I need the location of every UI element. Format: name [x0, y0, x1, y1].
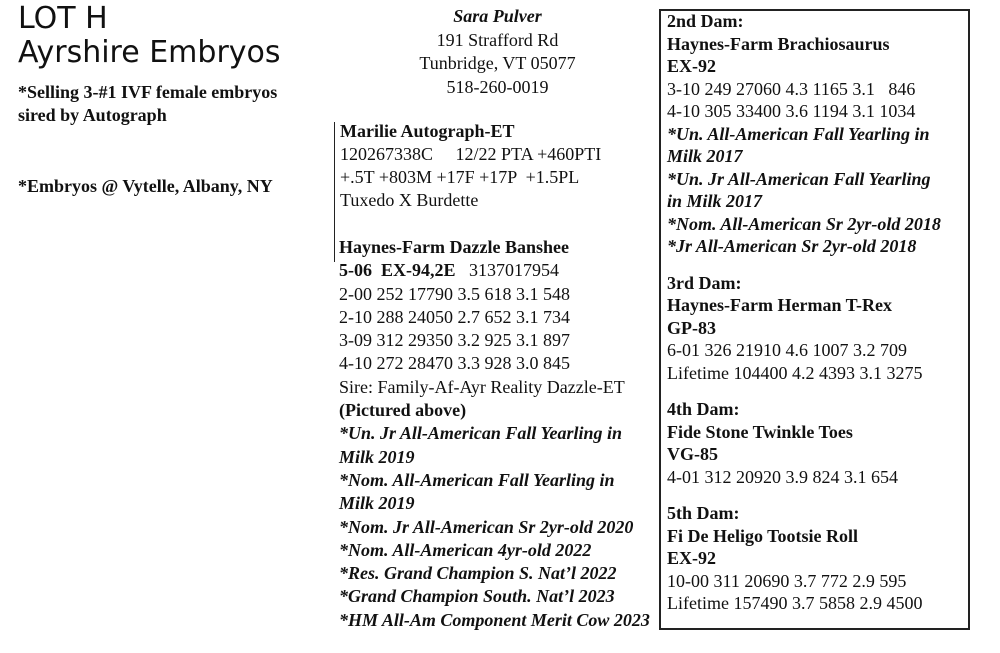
dam-block	[339, 236, 650, 632]
ancestor-classification: EX-92	[667, 56, 716, 76]
dam-heading: 3rd Dam:	[667, 272, 742, 293]
sire-info-line: +.5T +803M +17F +17P +1.5PL	[340, 167, 580, 187]
dam-honor: *Res. Grand Champion S. Nat’l 2022	[339, 563, 617, 584]
ancestor-honor: *Jr All-American Sr 2yr-old 2018	[667, 236, 917, 256]
ancestor-name: Haynes-Farm Brachiosaurus	[667, 33, 890, 54]
second-dam	[667, 10, 941, 258]
ancestor-record: Lifetime 104400 4.2 4393 3.1 3275	[667, 362, 923, 383]
ancestor-record: 10-00 311 20690 3.7 772 2.9 595	[667, 570, 907, 591]
ancestor-honor: *Un. Jr All-American Fall Yearling	[667, 168, 931, 189]
ancestor-record: 3-10 249 27060 4.3 1165 3.1 846	[667, 78, 916, 99]
dam-sire-line: Sire: Family-Af-Ayr Reality Dazzle-ET	[339, 376, 625, 397]
fourth-dam	[667, 398, 941, 488]
dam-honor: *Nom. All-American 4yr-old 2022	[339, 539, 592, 560]
lot-subtitle: Ayrshire Embryos	[18, 35, 281, 70]
contact-block	[410, 5, 585, 99]
ancestor-honor: in Milk 2017	[667, 191, 763, 211]
ancestor-record: 4-10 305 33400 3.6 1194 3.1 1034	[667, 101, 916, 121]
dam-honor: *Un. Jr All-American Fall Yearling in	[339, 423, 623, 444]
dam-pictured: (Pictured above)	[339, 400, 467, 421]
sire-name: Marilie Autograph-ET	[340, 121, 515, 141]
sire-info-line: Tuxedo X Burdette	[340, 190, 479, 210]
dam-honor: Milk 2019	[339, 446, 415, 467]
dam-record: 3-09 312 29350 3.2 925 3.1 897	[339, 330, 570, 351]
third-dam	[667, 272, 941, 385]
dam-heading: 2nd Dam:	[667, 11, 744, 31]
dam-honor: *Nom. Jr All-American Sr 2yr-old 2020	[339, 516, 634, 537]
sire-block	[340, 120, 601, 212]
dam-honor: *Grand Champion South. Nat’l 2023	[339, 586, 615, 607]
lot-title: LOT H	[18, 1, 108, 36]
dam-honor: Milk 2019	[339, 493, 415, 514]
pedigree-list	[667, 10, 941, 615]
contact-name: Sara Pulver	[453, 6, 542, 26]
dam-heading: 4th Dam:	[667, 399, 740, 419]
ancestor-classification: VG-85	[667, 444, 718, 464]
sire-divider	[334, 122, 335, 262]
selling-line: *Selling 3-#1 IVF female embryos	[18, 82, 278, 102]
ancestor-record: 6-01 326 21910 4.6 1007 3.2 709	[667, 340, 907, 360]
selling-line: sired by Autograph	[18, 105, 167, 125]
dam-honor: *HM All-Am Component Merit Cow 2023	[339, 609, 650, 630]
sire-info-line: 120267338C 12/22 PTA +460PTI	[340, 144, 602, 164]
ancestor-classification: EX-92	[667, 548, 716, 568]
dam-record: 2-00 252 17790 3.5 618 3.1 548	[339, 283, 570, 304]
ancestor-honor: Milk 2017	[667, 146, 743, 166]
ancestor-record: Lifetime 157490 3.7 5858 2.9 4500	[667, 593, 923, 613]
ancestor-classification: GP-83	[667, 317, 716, 338]
embryo-location: *Embryos @ Vytelle, Albany, NY	[18, 176, 273, 196]
dam-record: 2-10 288 24050 2.7 652 3.1 734	[339, 306, 570, 327]
ancestor-honor: *Un. All-American Fall Yearling in	[667, 123, 930, 144]
contact-address: 191 Strafford Rd	[436, 29, 559, 50]
ancestor-name: Fi De Heligo Tootsie Roll	[667, 525, 858, 546]
contact-city: Tunbridge, VT 05077	[419, 53, 576, 73]
ancestor-name: Haynes-Farm Herman T-Rex	[667, 295, 892, 315]
selling-note	[18, 81, 277, 127]
dam-registration: 3137017954	[469, 260, 559, 281]
dam-heading: 5th Dam:	[667, 503, 740, 523]
ancestor-honor: *Nom. All-American Sr 2yr-old 2018	[667, 213, 941, 234]
contact-phone: 518-260-0019	[446, 76, 549, 97]
dam-classification-line	[339, 259, 650, 282]
ancestor-name: Fide Stone Twinkle Toes	[667, 421, 853, 442]
dam-classification: 5-06 EX-94,2E	[339, 260, 456, 281]
dam-name: Haynes-Farm Dazzle Banshee	[339, 237, 569, 257]
ancestor-record: 4-01 312 20920 3.9 824 3.1 654	[667, 466, 898, 487]
dam-honor: *Nom. All-American Fall Yearling in	[339, 469, 615, 490]
fifth-dam	[667, 502, 941, 615]
dam-record: 4-10 272 28470 3.3 928 3.0 845	[339, 353, 570, 374]
